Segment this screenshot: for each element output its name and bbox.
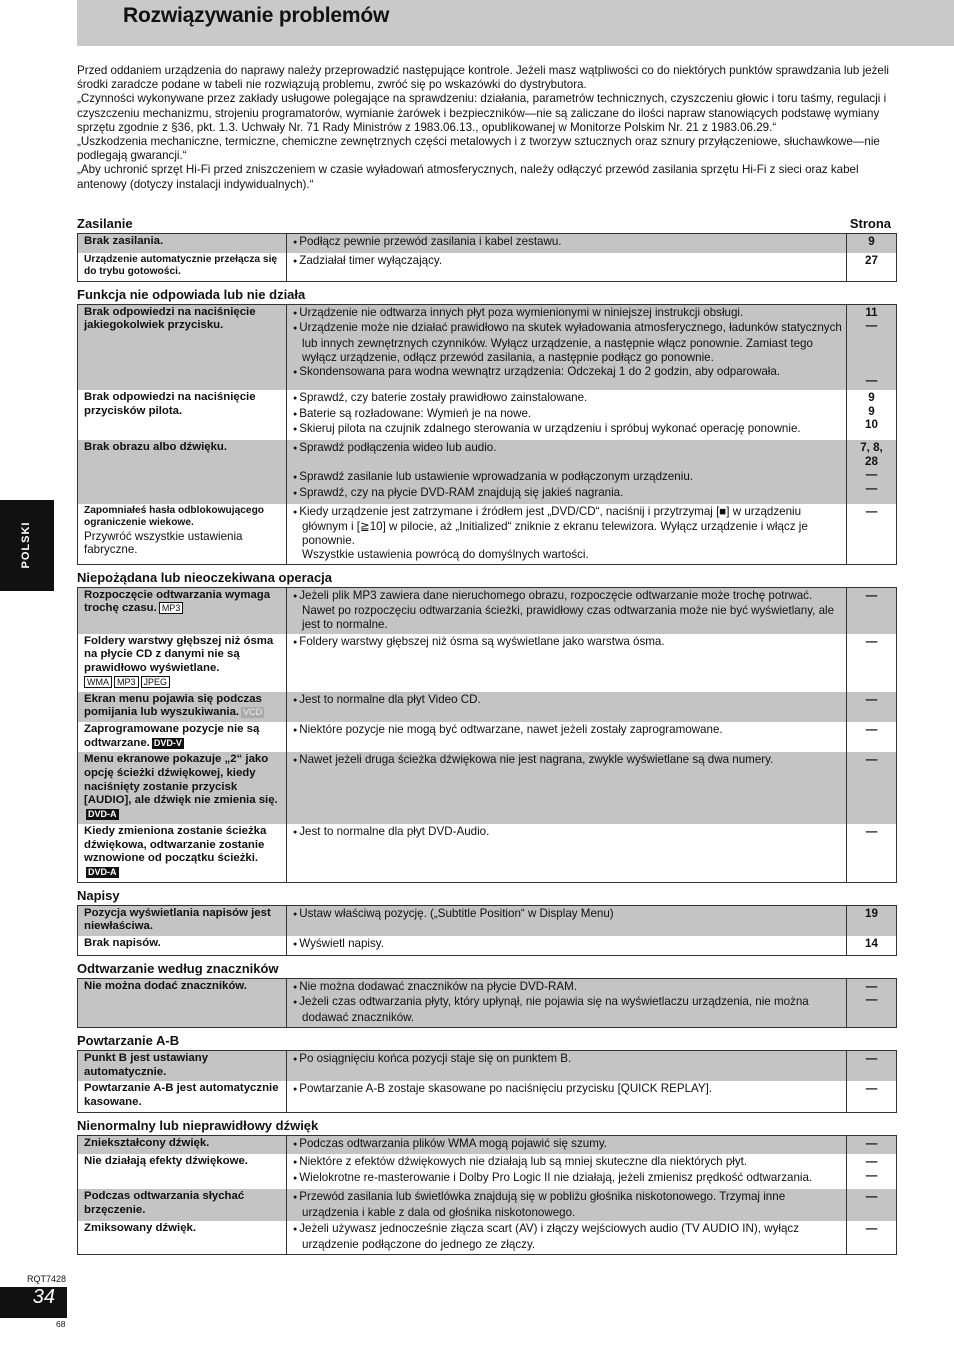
symptom: Brak odpowiedzi na naciśnięcie jakiegokolwiek przycisku.	[78, 304, 287, 390]
symptom: Brak napisów.	[84, 937, 161, 950]
table-row	[78, 1081, 897, 1112]
badge: WMA	[84, 676, 112, 688]
symptom: Foldery warstwy głębszej niż ósma na płycie CD z danymi nie są prawidłowo wyświetlane. WMA MP3 JPEG	[84, 634, 274, 687]
page-number-box	[0, 1287, 67, 1318]
symptom: Zmiksowany dźwięk.	[84, 1222, 197, 1235]
remedy: ● Podłącz pewnie przewód zasilania i kabel zestawu.	[287, 234, 847, 253]
badge: DVD-A	[88, 809, 117, 820]
badge: MP3	[159, 602, 184, 614]
page-ref: —	[847, 722, 897, 752]
remedy: ● Sprawdź podłączenia wideo lub audio. ● Sprawdź zasilanie lub ustawienie wprowadzania w podłączonym urządzeniu. ● Sprawdź, czy na płycie DVD-RAM znajdują się jakieś nagrania.	[287, 440, 847, 504]
remedy: ● Przewód zasilania lub świetlówka znajdują się w pobliżu głośnika niskotonowego. Trzymaj inne urządzenia i kable z dala od głośnika niskotonowego.	[287, 1189, 847, 1221]
table-row	[78, 1135, 897, 1154]
page-ref: 9	[847, 234, 897, 253]
symptom: Ekran menu pojawia się podczas pomijania lub wyszukiwania. VCD	[78, 692, 287, 722]
table-ab	[77, 1050, 897, 1113]
page-ref: 19	[847, 905, 897, 936]
page-ref: —	[847, 504, 897, 564]
intro-text	[77, 64, 892, 192]
table-row	[78, 936, 897, 955]
remedy: ● Niektóre z efektów dźwiękowych nie działają lub są mniej skuteczne dla niektórych płyt. ● Wielokrotne re-masterowanie i Dolby Pro Logic II nie działają, jeżeli zmienisz prędkość odtwarzania.	[287, 1154, 847, 1188]
table-row	[78, 1189, 897, 1221]
symptom: Podczas odtwarzania słychać brzęczenie.	[78, 1189, 287, 1221]
symptom: Zaprogramowane pozycje nie są odtwarzane. DVD-V	[84, 722, 260, 749]
table-row	[78, 905, 897, 936]
table-row	[78, 504, 897, 564]
page-ref: —	[847, 1135, 897, 1154]
intro-paragraph: „Aby uchronić sprzęt Hi-Fi przed zniszczeniem w czasie wyładowań atmosferycznych, należy odłączyć przewód zasilania sprzętu Hi-Fi z sieci oraz kabel antenowy (dotyczy instalacji indywidualnych).“	[77, 163, 859, 191]
table-dzwiek	[77, 1135, 897, 1255]
symptom: Menu ekranowe pokazuje „2“ jako opcję ścieżki dźwiękowej, kiedy naciśnięty zostanie przycisk [AUDIO], ale dźwięk nie zmienia się.DVD-A	[78, 752, 287, 824]
remedy: ● Urządzenie nie odtwarza innych płyt poza wymienionymi w niniejszej instrukcji obsługi. ● Urządzenie może nie działać prawidłowo na skutek wyładowania atmosferycznego, ładunków statycznych lub innych zewnętrznych czynników. Wyłącz urządzenie, a następnie włącz ponownie. Zamiast tego wyłącz urządzenie, odłącz przewód zasilania, a następnie podłącz go ponownie. ● Skondensowana para wodna wewnątrz urządzenia: Odczekaj 1 do 2 godzin, aby odparowała.	[287, 304, 847, 390]
table-row	[78, 587, 897, 634]
remedy: ● Powtarzanie A-B zostaje skasowane po naciśnięciu przycisku [QUICK REPLAY].	[287, 1081, 847, 1112]
table-row	[78, 304, 897, 390]
remedy: ● Podczas odtwarzania plików WMA mogą pojawić się szumy.	[287, 1135, 847, 1154]
remedy: ● Po osiągnięciu końca pozycji staje się on punktem B.	[287, 1050, 847, 1081]
badge: MP3	[114, 676, 139, 688]
sub-page-number: 68	[56, 1319, 66, 1329]
troubleshooting-content	[77, 216, 896, 1255]
section-heading: Odtwarzanie według znaczników	[77, 960, 279, 976]
remedy: ● Jeżeli plik MP3 zawiera dane nieruchomego obrazu, rozpoczęcie odtwarzanie może trochę potrwać. Nawet po rozpoczęciu odtwarzania ścieżki, prawidłowy czas odtwarzania może nie być wyświetlany, ale jest to normalne.	[287, 587, 847, 634]
page-ref: —	[847, 1189, 897, 1221]
intro-paragraph: Przed oddaniem urządzenia do naprawy należy przeprowadzić następujące kontrole. Jeżeli masz wątpliwości co do niektórych punktów sprawdzania lub jeżeli środki zaradcze podane w tabeli nie rozwiązują problemu, zwróć się po wskazówki do dystrybutora.	[77, 64, 889, 92]
document-code: RQT7428	[27, 1274, 67, 1284]
page-ref: — —	[847, 978, 897, 1027]
table-znaczniki	[77, 978, 897, 1028]
intro-paragraph: „Uszkodzenia mechaniczne, termiczne, chemiczne zewnętrznych części metalowych i z tworzyw sztucznych oraz sznury przyłączeniowe, słuchawkowe—nie podlegają gwarancji.“	[77, 135, 880, 163]
intro-paragraph: „Czynności wykonywane przez zakłady usługowe polegające na sprawdzeniu: działania, parametrów technicznych, czyszczeniu głowic i toru taśmy, regulacji i czyszczeniu mechanizmu, strojeniu programatorów, wymianie żarówek i bezpieczników—nie są zaliczane do ilości napraw stanowiących podstawę wymiany sprzętu zgodnie z §36, pkt. 1.3. Uchwały Nr. 71 Rady Ministrów z 1983.06.13., opublikowanej w Monitorze Polskim Nr. 21 z 1983.06.29.“	[77, 92, 887, 134]
section-heading: Zasilanie Strona	[77, 216, 891, 231]
badge: JPEG	[141, 676, 171, 688]
table-row	[78, 440, 897, 504]
remedy: ● Jest to normalne dla płyt DVD-Audio.	[287, 824, 847, 882]
table-row	[78, 234, 897, 253]
symptom: Nie można dodać znaczników.	[78, 978, 287, 1027]
language-label: POLSKI	[20, 521, 33, 569]
symptom: Nie działają efekty dźwiękowe.	[84, 1155, 248, 1168]
symptom: Brak odpowiedzi na naciśnięcie przycisków pilota.	[84, 390, 256, 417]
table-napisy	[77, 905, 897, 956]
table-row	[78, 390, 897, 440]
remedy: ● Zadziałał timer wyłączający.	[287, 253, 847, 282]
table-row	[78, 824, 897, 882]
language-side-tab	[0, 500, 54, 591]
page-ref: —	[847, 752, 897, 824]
title-bar	[77, 0, 954, 46]
page-ref: — —	[847, 1154, 897, 1188]
table-row	[78, 634, 897, 692]
page-column-label: Strona	[849, 216, 891, 231]
symptom: Brak obrazu albo dźwięku.	[78, 440, 287, 504]
remedy: ● Jest to normalne dla płyt Video CD.	[287, 692, 847, 722]
page-ref: —	[847, 1221, 897, 1254]
page-ref: 9 9 10	[847, 390, 897, 440]
table-zasilanie	[77, 233, 897, 282]
table-row	[78, 978, 897, 1027]
page-ref: —	[847, 824, 897, 882]
remedy: ● Nie można dodawać znaczników na płycie DVD-RAM. ● Jeżeli czas odtwarzania płyty, który upłynął, nie pojawia się na wyświetlaczu urządzenia, nie można dodawać znaczników.	[287, 978, 847, 1027]
remedy: ● Kiedy urządzenie jest zatrzymane i źródłem jest „DVD/CD“, naciśnij i przytrzymaj [■] w urządzeniu głównym i [≧10] w pilocie, aż „Initialized“ zniknie z ekranu telewizora. Wyłącz urządzenie i włącz je ponownie. Wszystkie ustawienia powrócą do domyślnych wartości.	[287, 504, 847, 564]
badge: DVD-V	[153, 737, 182, 748]
table-row	[78, 752, 897, 824]
badge: DVD-A	[88, 866, 117, 877]
remedy: ● Foldery warstwy głębszej niż ósma są wyświetlane jako warstwa ósma.	[287, 634, 847, 692]
page-ref: —	[847, 1081, 897, 1112]
page-number: 34	[32, 1286, 55, 1308]
symptom: Punkt B jest ustawiany automatycznie.	[78, 1050, 287, 1081]
page-ref: —	[847, 692, 897, 722]
table-funkcja	[77, 304, 897, 565]
symptom: Zniekształcony dźwięk.	[78, 1135, 287, 1154]
symptom: Urządzenie automatycznie przełącza się do trybu gotowości.	[84, 253, 278, 278]
section-heading: Powtarzanie A-B	[77, 1032, 180, 1048]
table-row	[78, 1221, 897, 1254]
table-row	[78, 1154, 897, 1188]
page-ref: 7, 8, 28 — —	[847, 440, 897, 504]
symptom: Pozycja wyświetlania napisów jest niewłaściwa.	[78, 905, 287, 936]
page-ref: —	[847, 587, 897, 634]
remedy: ● Niektóre pozycje nie mogą być odtwarzane, nawet jeżeli zostały zaprogramowane.	[287, 722, 847, 752]
page-ref: —	[847, 634, 897, 692]
remedy: ● Wyświetl napisy.	[287, 936, 847, 955]
remedy: ● Nawet jeżeli druga ścieżka dźwiękowa nie jest nagrana, zwykle wyświetlane są dwa numery.	[287, 752, 847, 824]
remedy: ● Jeżeli używasz jednocześnie złącza scart (AV) i złączy wejściowych audio (TV AUDIO IN), wyłącz urządzenie podłączone do jednego ze złączy.	[287, 1221, 847, 1254]
page-ref: —	[847, 1050, 897, 1081]
page-ref: 14	[847, 936, 897, 955]
symptom: Kiedy zmieniona zostanie ścieżka dźwiękowa, odtwarzanie zostanie wznowione od początku ścieżki.DVD-A	[84, 824, 267, 877]
symptom: Powtarzanie A-B jest automatycznie kasowane.	[84, 1082, 279, 1108]
remedy: ● Sprawdź, czy baterie zostały prawidłowo zainstalowane. ● Baterie są rozładowane: Wymień je na nowe. ● Skieruj pilota na czujnik zdalnego sterowania w urządzeniu i spróbuj wykonać operację ponownie.	[287, 390, 847, 440]
section-heading: Nienormalny lub nieprawidłowy dźwięk	[77, 1117, 319, 1133]
page-title: Rozwiązywanie problemów	[123, 4, 390, 27]
table-row	[78, 253, 897, 282]
page-ref: 27	[847, 253, 897, 282]
table-niepozadana	[77, 587, 897, 883]
table-row	[78, 692, 897, 722]
badge: VCD	[243, 707, 263, 718]
page-ref: 11 — —	[847, 304, 897, 390]
symptom: Zapomniałeś hasła odblokowującego ograniczenie wiekowe. Przywróć wszystkie ustawienia fabryczne.	[84, 504, 265, 557]
table-row	[78, 722, 897, 752]
table-row	[78, 1050, 897, 1081]
symptom: Brak zasilania.	[78, 234, 287, 253]
section-heading: Napisy	[77, 887, 120, 903]
section-heading: Niepożądana lub nieoczekiwana operacja	[77, 569, 333, 585]
section-heading: Funkcja nie odpowiada lub nie działa	[77, 286, 306, 302]
symptom: Rozpoczęcie odtwarzania wymaga trochę czasu. MP3	[78, 587, 287, 634]
remedy: ● Ustaw właściwą pozycję. („Subtitle Position“ w Display Menu)	[287, 905, 847, 936]
